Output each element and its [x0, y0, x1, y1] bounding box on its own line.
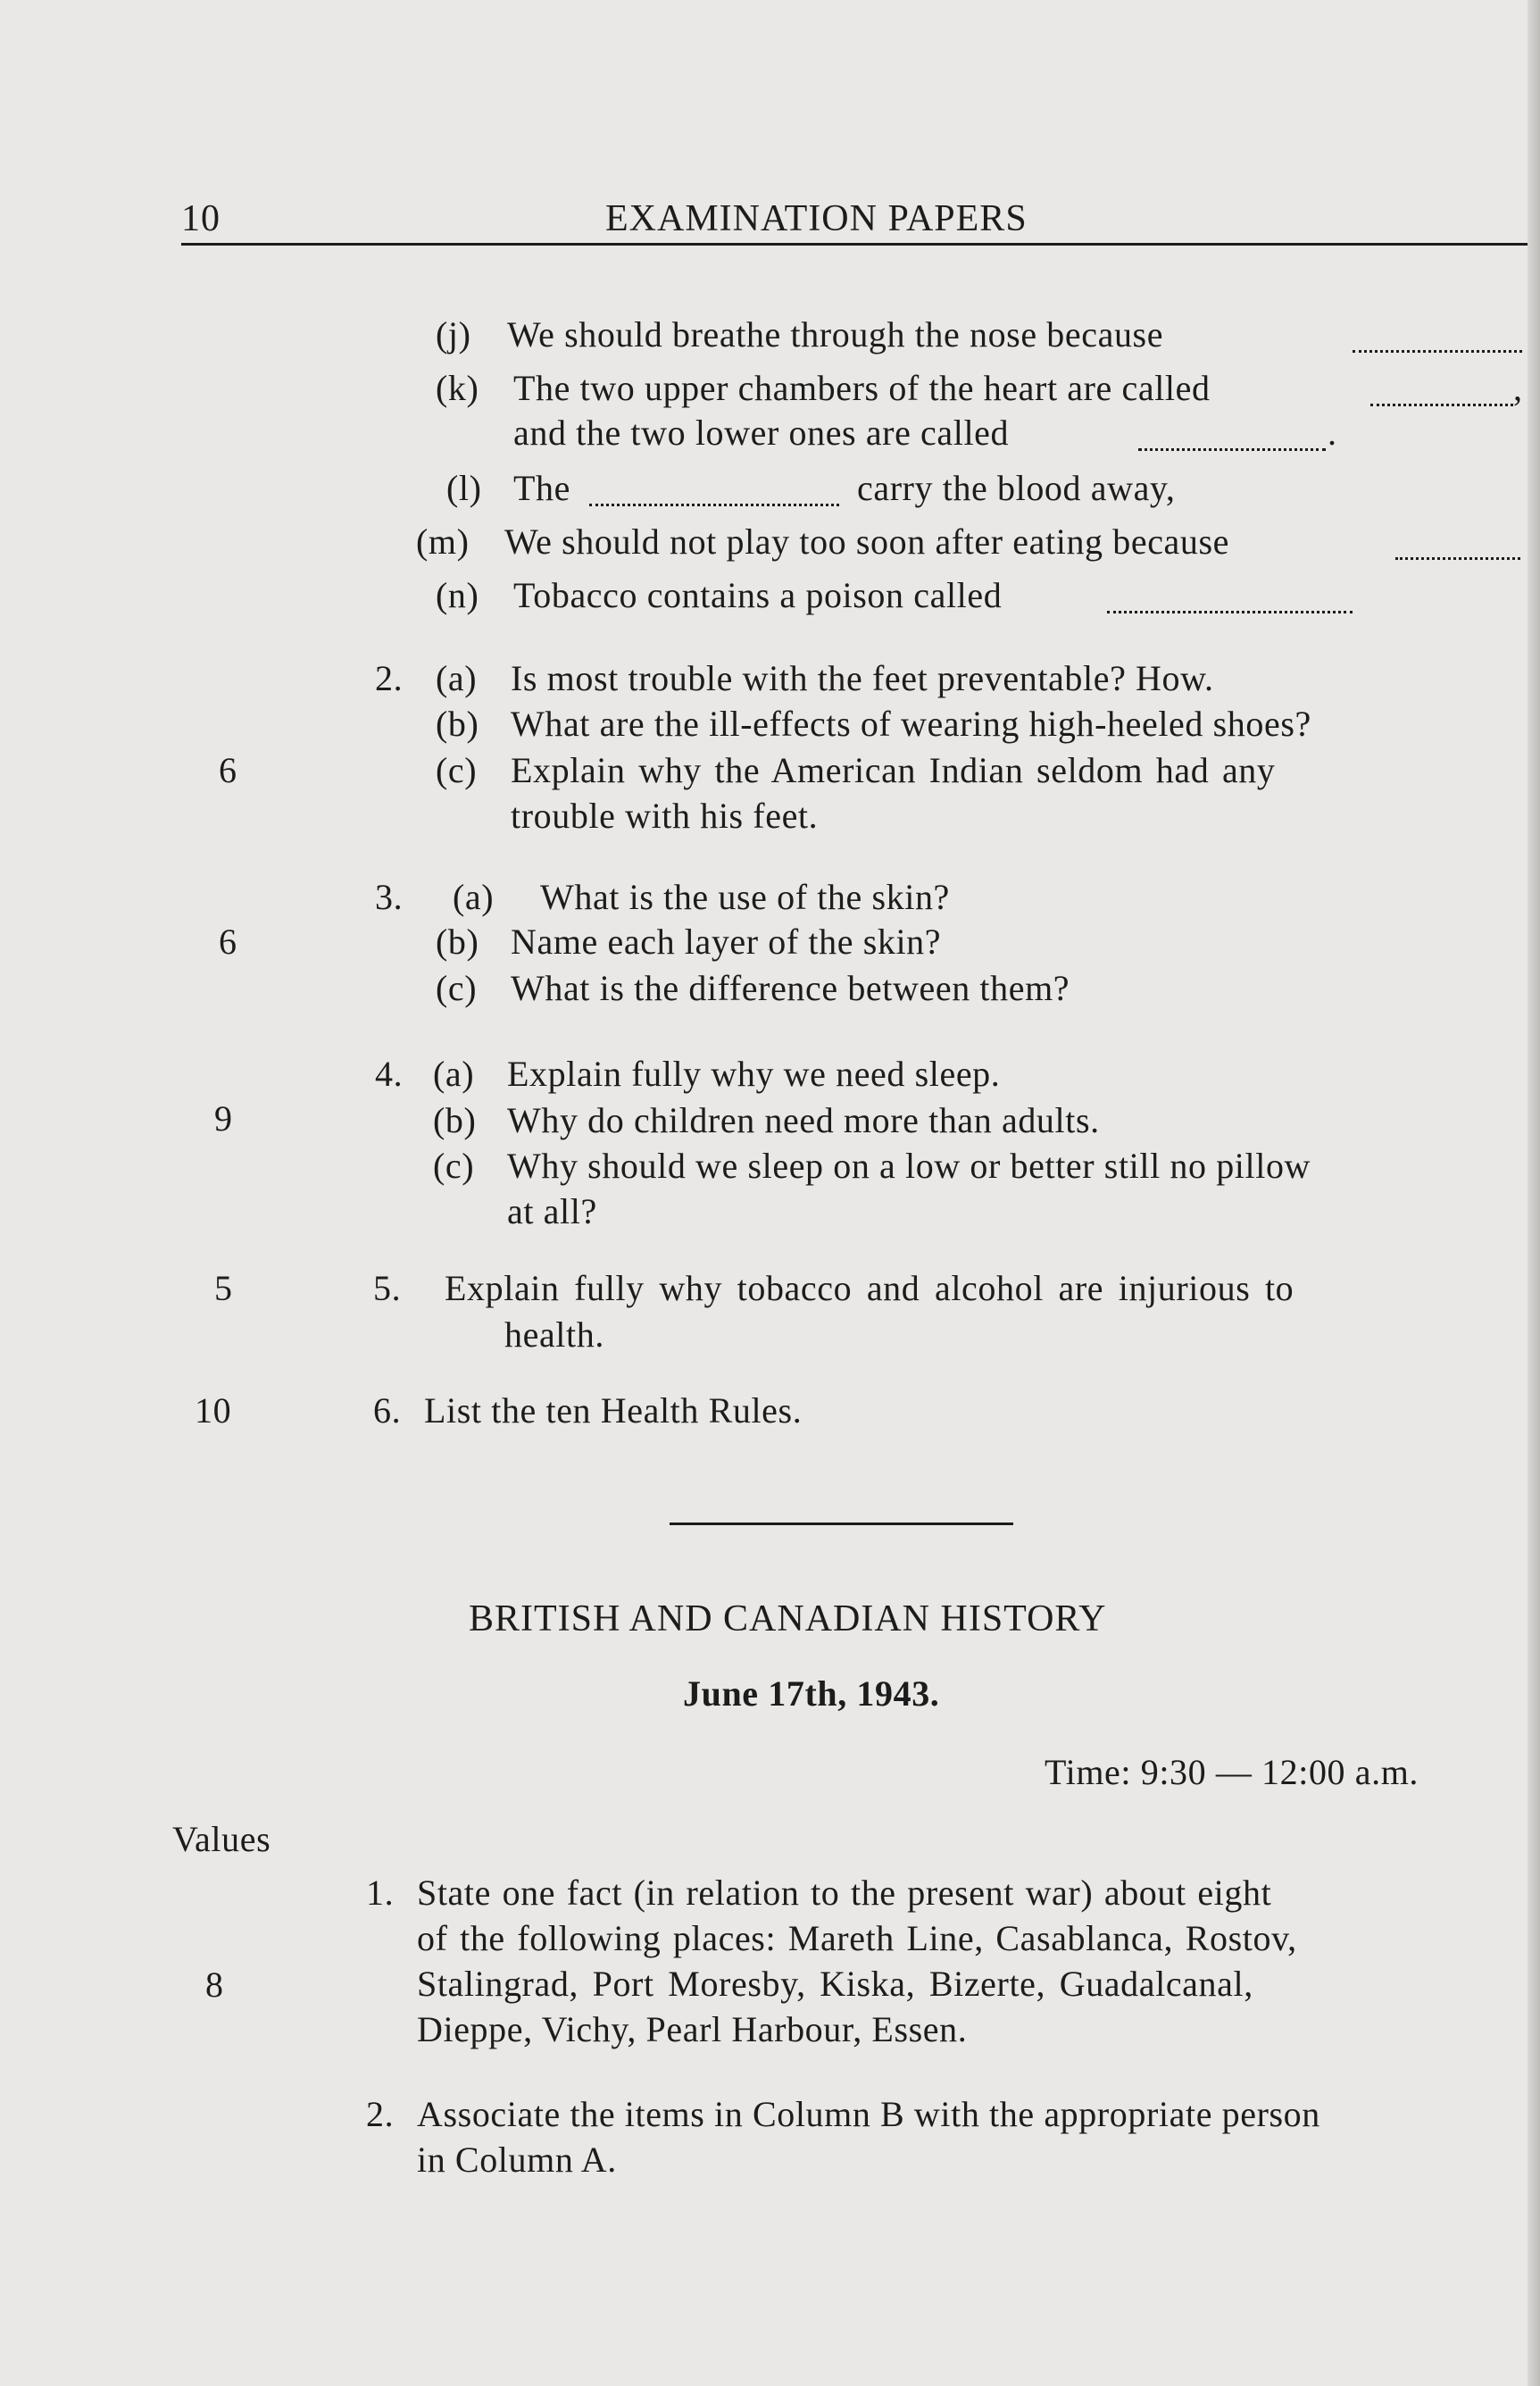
q3-part-c-text: What is the difference between them?	[511, 968, 1070, 1008]
q4-value: 9	[214, 1098, 233, 1139]
q2-part-b-text: What are the ill-effects of wearing high-heeled shoes?	[511, 704, 1311, 744]
h-q1-text-line3: Stalingrad, Port Moresby, Kiska, Bizerte, Guadalcanal,	[417, 1964, 1253, 2004]
q1-item-n-label: (n)	[436, 575, 479, 615]
q3-part-a-label: (a)	[453, 877, 495, 917]
history-time: Time: 9:30 — 12:00 a.m.	[1045, 1752, 1419, 1792]
section-divider	[670, 1523, 1013, 1525]
q2-part-c-text-line2: trouble with his feet.	[511, 796, 819, 836]
q3-number: 3.	[375, 877, 404, 917]
q4-part-b-text: Why do children need more than adults.	[507, 1100, 1100, 1140]
q2-part-b-label: (b)	[436, 704, 479, 744]
h-q1-text-line4: Dieppe, Vichy, Pearl Harbour, Essen.	[417, 2009, 968, 2049]
q4-part-c-text-line2: at all?	[507, 1191, 597, 1231]
q6-number: 6.	[373, 1390, 402, 1431]
q5-value: 5	[214, 1268, 233, 1308]
q4-part-c-label: (c)	[433, 1146, 475, 1186]
q4-number: 4.	[375, 1054, 404, 1094]
q4-part-b-label: (b)	[433, 1100, 477, 1140]
h-q2-text: Associate the items in Column B with the appropriate person	[417, 2094, 1320, 2134]
q2-part-c-label: (c)	[436, 750, 478, 790]
q1-item-l-text: The	[513, 468, 570, 508]
q1-item-j-label: (j)	[436, 314, 471, 355]
q1-item-k-comma: ,	[1513, 368, 1523, 408]
q5-text: Explain fully why tobacco and alcohol are injurious to	[445, 1268, 1294, 1308]
header-rule	[181, 243, 1528, 246]
q1-item-n-text: Tobacco contains a poison called	[513, 575, 1003, 615]
q3-part-b-text: Name each layer of the skin?	[511, 922, 942, 962]
q1-item-k-text: The two upper chambers of the heart are called	[513, 368, 1211, 408]
h-q2-number: 2.	[366, 2094, 395, 2134]
h-q1-text: State one fact (in relation to the present war) about eight	[417, 1873, 1272, 1913]
answer-blank	[589, 504, 839, 506]
q2-part-a-label: (a)	[436, 658, 478, 698]
q2-part-c-text: Explain why the American Indian seldom had any	[511, 750, 1276, 790]
page-number: 10	[181, 198, 221, 239]
q1-item-m-label: (m)	[416, 521, 470, 562]
answer-blank	[1395, 557, 1520, 560]
answer-blank	[1107, 611, 1353, 613]
q1-item-k-period: .	[1328, 413, 1337, 453]
q1-item-k-text-line2: and the two lower ones are called	[513, 413, 1010, 453]
q1-item-m-text: We should not play too soon after eating because	[504, 521, 1230, 562]
q3-part-a-text: What is the use of the skin?	[540, 877, 950, 917]
q6-text: List the ten Health Rules.	[424, 1390, 803, 1431]
q3-part-b-label: (b)	[436, 922, 479, 962]
q1-item-k-label: (k)	[436, 368, 479, 408]
q1-item-j-text: We should breathe through the nose because	[507, 314, 1164, 355]
q2-part-a-text: Is most trouble with the feet preventable? How.	[511, 658, 1214, 698]
q5-text-line2: health.	[504, 1314, 604, 1355]
q4-part-a-text: Explain fully why we need sleep.	[507, 1054, 1001, 1094]
q6-value: 10	[195, 1390, 232, 1431]
q2-value: 6	[219, 750, 237, 790]
q2-number: 2.	[375, 658, 404, 698]
history-date: June 17th, 1943.	[683, 1673, 940, 1714]
q4-part-a-label: (a)	[433, 1054, 475, 1094]
page-edge	[1528, 0, 1540, 2386]
q1-item-l-label: (l)	[446, 468, 482, 508]
q3-value: 6	[219, 922, 237, 962]
h-q1-text-line2: of the following places: Mareth Line, Casablanca, Rostov,	[417, 1918, 1297, 1958]
history-title: BRITISH AND CANADIAN HISTORY	[469, 1598, 1107, 1639]
q5-number: 5.	[373, 1268, 402, 1308]
values-label: Values	[172, 1819, 271, 1859]
q3-part-c-label: (c)	[436, 968, 478, 1008]
answer-blank	[1370, 404, 1513, 406]
q1-item-l-text-after: carry the blood away,	[857, 468, 1176, 508]
h-q1-number: 1.	[366, 1873, 395, 1913]
answer-blank	[1138, 448, 1326, 451]
answer-blank	[1353, 350, 1522, 353]
h-q2-text-line2: in Column A.	[417, 2140, 617, 2180]
h-q1-value: 8	[205, 1965, 224, 2005]
q4-part-c-text: Why should we sleep on a low or better still no pillow	[507, 1146, 1311, 1186]
running-title: EXAMINATION PAPERS	[605, 198, 1028, 239]
